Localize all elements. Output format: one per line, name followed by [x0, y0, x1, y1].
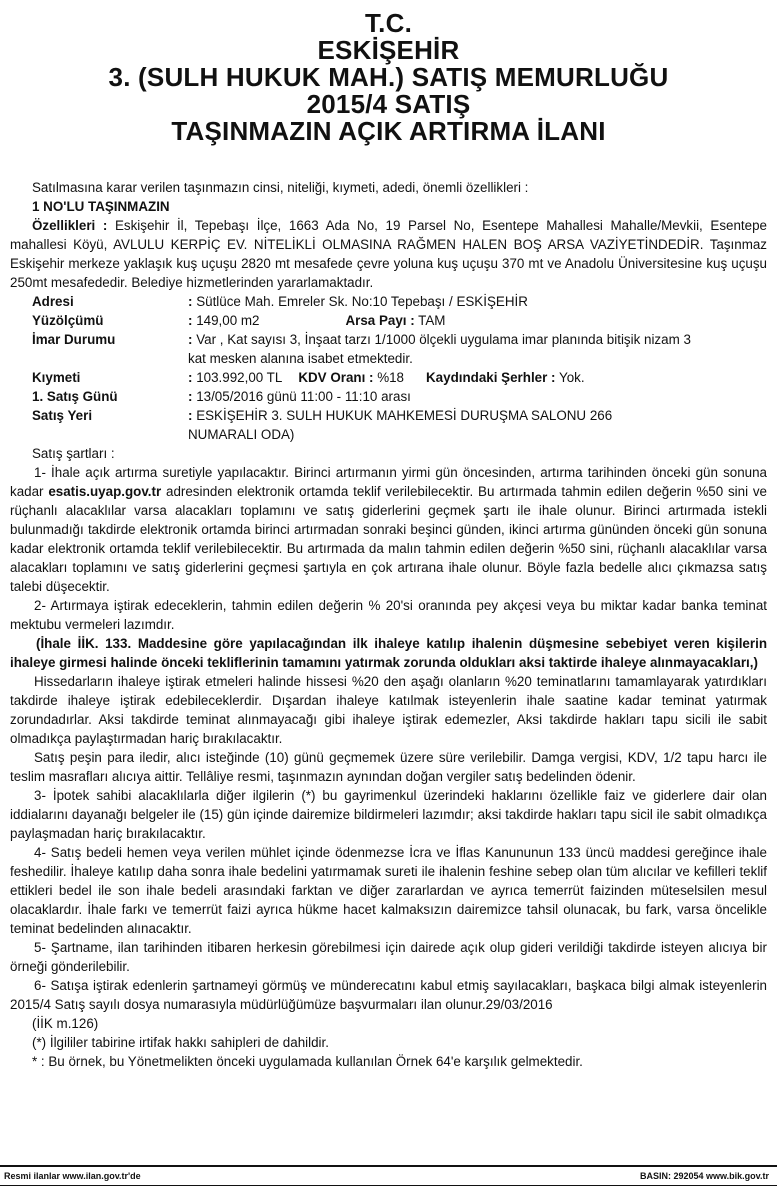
condition-2: 2- Artırmaya iştirak edeceklerin, tahmin edilen değerin % 20'si oranında pey akçesi veya bu miktar kadar banka teminat mektubu vermeleri lazımdır.: [10, 598, 767, 632]
zoning-row: İmar Durumu : Var , Kat sayısı 3, İnşaat tarzı 1/1000 ölçekli uygulama imar planında bitişik nizam 3 kat mesken alanına isabet etmektedir.: [10, 330, 767, 368]
features-text: Eskişehir İl, Tepebaşı İlçe, 1663 Ada No, 19 Parsel No, Esentepe Mahallesi Mahalle/Mevkii, Esentepe mahallesi Köyü, AVLULU KERPİÇ EV. NİTELİKLİ OLMASINA RAĞMEN HALEN BOŞ ARSA VAZİYETİNDEDİR. Taşınmaz Eskişehir merkeze yaklaşık kuş uçuşu 2820 mt mesafede çevre yoluna kuş uçuşu 370 mt ve Anadolu Üniversitesine kuş uçuşu 250mt mesafededir. Belediye hizmetlerinden yararlamaktadır.: [10, 218, 767, 290]
vat-label: KDV Oranı :: [298, 370, 374, 385]
value-row: Kıymeti : 103.992,00 TL KDV Oranı : %18 Kaydındaki Şerhler : Yok.: [10, 368, 767, 387]
features-paragraph: [10, 216, 767, 292]
value-value: 103.992,00 TL: [192, 370, 283, 385]
footer-left-text[interactable]: Resmi ilanlar www.ilan.gov.tr'de: [4, 1171, 141, 1181]
header-line-file: 2015/4 SATIŞ: [306, 89, 471, 119]
records-value: Yok.: [555, 370, 585, 385]
features-label: Özellikleri :: [32, 218, 108, 233]
header-line-city: ESKİŞEHİR: [317, 35, 460, 65]
property-heading: 1 NO'LU TAŞINMAZIN: [32, 199, 170, 214]
header-line-title: TAŞINMAZIN AÇIK ARTIRMA İLANI: [171, 116, 606, 146]
vat-value: %18: [373, 370, 405, 385]
footnote-2: * : Bu örnek, bu Yönetmelikten önceki uygulamada kullanılan Örnek 64'e karşılık gelmektedir.: [32, 1054, 583, 1069]
address-value: Sütlüce Mah. Emreler Sk. No:10 Tepebaşı / ESKİŞEHİR: [192, 294, 528, 309]
area-label: Yüzölçümü: [32, 313, 104, 328]
payment-paragraph: Satış peşin para iledir, alıcı isteğinde (10) günü geçmemek üzere süre verilebilir. Damga vergisi, KDV, 1/2 tapu harcı ile teslim masrafları alıcıya aittir. Tellâliye resmi, taşınmazın aynından doğan vergiler satış bedelinden ödenir.: [10, 750, 767, 784]
condition-6: 6- Satışa iştirak edenlerin şartnameyi görmüş ve münderecatını kabul etmiş sayılacakları, başkaca bilgi almak isteyenlerin 2015/4 Satış sayılı dosya numarasıyla müdürlüğümüze başvurmaları ilan olunur.29/03/2016: [10, 978, 767, 1012]
value-label: Kıymeti: [32, 370, 81, 385]
condition-5: 5- Şartname, ilan tarihinden itibaren herkesin görebilmesi için dairede açık olup gideri verildiği takdirde isteyen alıcıya bir örneği gönderilebilir.: [10, 940, 767, 974]
condition-1: [10, 463, 767, 596]
sale-place-label: Satış Yeri: [32, 408, 93, 423]
esatis-link[interactable]: esatis.uyap.gov.tr: [48, 484, 162, 499]
sale-place-value: ESKİŞEHİR 3. SULH HUKUK MAHKEMESİ DURUŞMA SALONU 266 NUMARALI ODA): [188, 408, 613, 442]
sale-day-row: 1. Satış Günü : 13/05/2016 günü 11:00 - 11:10 arası: [10, 387, 767, 406]
header-line-office: 3. (SULH HUKUK MAH.) SATIŞ MEMURLUĞU: [108, 62, 669, 92]
records-label: Kaydındaki Şerhler :: [426, 370, 556, 385]
zoning-label: İmar Durumu: [32, 332, 116, 347]
bold-notice: (İhale İİK. 133. Maddesine göre yapılacağından ilk ihaleye katılıp ihalenin düşmesine sebebiyet veren kişilerin ihaleye girmesi halinde önceki tekliflerinin tamamını yatırmak zorunda oldukları aksi taktirde ihaleye alınmayacakları,): [10, 636, 767, 670]
notice-header: [0, 10, 777, 145]
area-row: Yüzölçümü : 149,00 m2 Arsa Payı : TAM: [10, 311, 767, 330]
share-label: Arsa Payı :: [345, 313, 415, 328]
page-footer: [0, 1165, 777, 1186]
sale-day-value: 13/05/2016 günü 11:00 - 11:10 arası: [192, 389, 411, 404]
condition-1-part-a: 1- İhale açık artırma suretiyle yapılacaktır. Birinci artırmanın yirmi gün öncesinden, artırma tarihinden önceki gün sonuna kadar: [10, 465, 767, 499]
condition-4: 4- Satış bedeli hemen veya verilen mühlet içinde ödenmezse İcra ve İflas Kanununun 133 üncü maddesi gereğince ihale feshedilir. İhaleye katılıp daha sonra ihale bedelini yatırmamak sureti ile ihalenin feshine sebep olan tüm alıcılar ve kefilleri teklif ettikleri bedel ile son ihale bedeli arasındaki farktan ve diğer zararlardan ve ayrıca temerrüt faizinden müteselsilen mesul olacaklardır. İhale farkı ve temerrüt faizi ayrıca hükme hacet kalmaksızın dairemizce tahsil olunacak, bu fark, varsa öncelikle teminat bedelinden alınacaktır.: [10, 845, 767, 936]
sale-place-row: Satış Yeri : ESKİŞEHİR 3. SULH HUKUK MAHKEMESİ DURUŞMA SALONU 266 NUMARALI ODA): [10, 406, 767, 444]
reference-line: (İİK m.126): [32, 1016, 99, 1031]
zoning-value: Var , Kat sayısı 3, İnşaat tarzı 1/1000 ölçekli uygulama imar planında bitişik nizam 3 kat mesken alanına isabet etmektedir.: [188, 332, 691, 366]
header-line-tc: T.C.: [364, 8, 413, 38]
footnote-1: (*) İlgililer tabirine irtifak hakkı sahipleri de dahildir.: [32, 1035, 329, 1050]
address-row: Adresi : Sütlüce Mah. Emreler Sk. No:10 Tepebaşı / ESKİŞEHİR: [10, 292, 767, 311]
share-value: TAM: [414, 313, 446, 328]
intro-text: Satılmasına karar verilen taşınmazın cinsi, niteliği, kıymeti, adedi, önemli özellikleri :: [32, 180, 529, 195]
condition-1-part-b: adresinden elektronik ortamda teklif verilebilecektir. Bu artırmada tahmin edilen değerin %50 sini ve rüçhanlı alacaklılar varsa alacakları toplamını ve satış giderlerini geçmek şartı ile ihale olunur. Birinci artırmada istekli bulunmadığı takdirde elektronik ortamda birinci artırmadan sonraki beşinci günden, ikinci artırma gününden önceki gün sonuna kadar elektronik ortamda teklif verilebilecektir. Bu artırmada da malın tahmin edilen değerin %50 sini, rüçhanlı alacaklılar varsa alacakları toplamını ve satış giderlerini geçmesi şartıyla en çok artırana ihale olunur. Böyle fazla bedelle alıcı çıkmazsa satış talebi düşecektir.: [10, 484, 768, 594]
area-value: 149,00 m2: [192, 313, 260, 328]
footer-right-text[interactable]: BASIN: 292054 www.bik.gov.tr: [639, 1171, 769, 1181]
shareholders-paragraph: Hissedarların ihaleye iştirak etmeleri halinde hissesi %20 den aşağı olanların %20 teminatlarını tamamlayarak yatırdıkları takdirde ihaleye iştirak edebileceklerdir. Dışardan ihaleye katılmak isteyenlerin ihale saatine kadar teminat yatırmak zorundadırlar. Aksi takdirde teminat alınmayacağı gibi ihaleye iştirak edemezler, Aksi takdirde hakları tapu sicili ile sabit olmadıkça paylaştırmadan hariç bırakılacaktır.: [10, 674, 767, 746]
sale-day-label: 1. Satış Günü: [32, 389, 118, 404]
condition-3: 3- İpotek sahibi alacaklılarla diğer ilgilerin (*) bu gayrimenkul üzerindeki haklarını özellikle faiz ve giderlere dair olan iddialarını dayanağı belgeler ile (15) gün içinde dairemize bildirmeleri lazımdır; aksi takdirde hakları tapu sicil ile sabit olmadıkça paylaşmadan hariç bırakılacaktır.: [10, 788, 767, 841]
notice-body: [10, 178, 767, 1071]
address-label: Adresi: [32, 294, 74, 309]
conditions-title: Satış şartları :: [32, 446, 115, 461]
